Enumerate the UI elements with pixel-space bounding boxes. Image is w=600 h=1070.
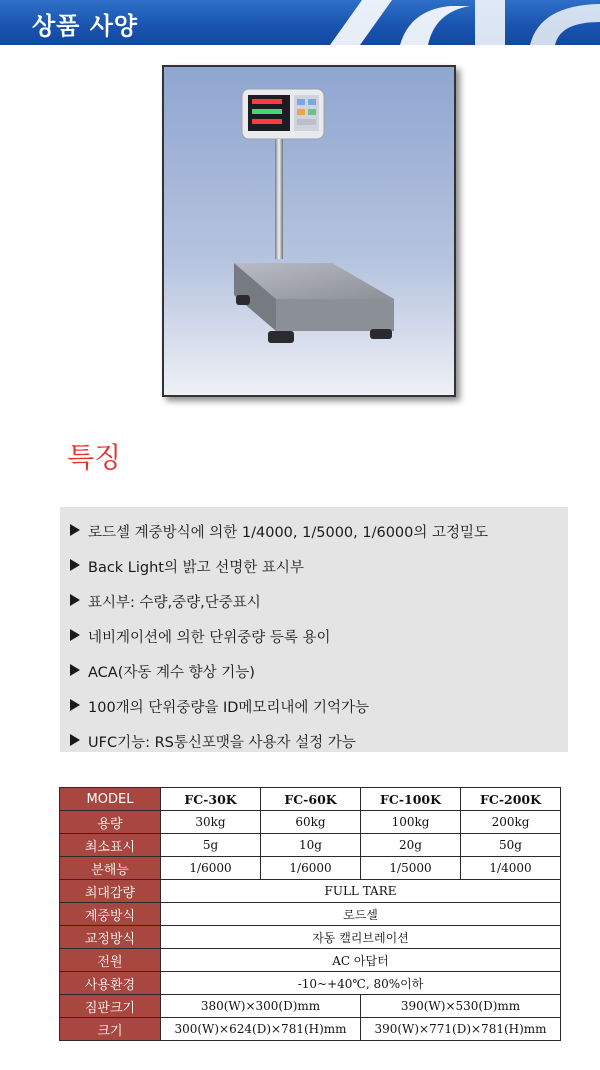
pan-size-cell: 380(W)×300(D)mm: [161, 995, 361, 1018]
model-cell: FC-60K: [261, 788, 361, 811]
feature-item: [70, 696, 488, 731]
row-label-weighing-method: 계중방식: [60, 903, 161, 926]
resolution-cell: 1/4000: [461, 857, 561, 880]
min-display-cell: 5g: [161, 834, 261, 857]
table-row: [60, 811, 561, 834]
arrow-icon: [70, 699, 80, 711]
arrow-icon: [70, 524, 80, 536]
table-row: [60, 1018, 561, 1041]
feature-item: [70, 626, 488, 661]
capacity-cell: 100kg: [361, 811, 461, 834]
feature-text: 100개의 단위중량을 ID메모리내에 기억가능: [88, 700, 370, 716]
max-tare-cell: FULL TARE: [161, 880, 561, 903]
row-label-calibration: 교정방식: [60, 926, 161, 949]
resolution-cell: 1/6000: [261, 857, 361, 880]
features-box: [60, 507, 568, 752]
model-cell: FC-30K: [161, 788, 261, 811]
row-label-resolution: 분해능: [60, 857, 161, 880]
page-title: 상품 사양: [32, 12, 139, 40]
row-label-environment: 사용환경: [60, 972, 161, 995]
feature-text: 로드셀 계중방식에 의한 1/4000, 1/5000, 1/6000의 고정밀도: [88, 525, 489, 541]
calibration-cell: 자동 캘리브레이션: [161, 926, 561, 949]
table-row: [60, 949, 561, 972]
table-row: [60, 857, 561, 880]
model-cell: FC-200K: [461, 788, 561, 811]
feature-item: [70, 661, 488, 696]
power-cell: AC 아답터: [161, 949, 561, 972]
row-label-pan-size: 짐판크기: [60, 995, 161, 1018]
model-cell: FC-100K: [361, 788, 461, 811]
weighing-method-cell: 로드셀: [161, 903, 561, 926]
spec-table: [59, 787, 561, 1041]
pan-size-cell: 390(W)×530(D)mm: [361, 995, 561, 1018]
resolution-cell: 1/6000: [161, 857, 261, 880]
resolution-cell: 1/5000: [361, 857, 461, 880]
arrow-icon: [70, 664, 80, 676]
arrow-icon: [70, 559, 80, 571]
capacity-cell: 30kg: [161, 811, 261, 834]
table-row: [60, 880, 561, 903]
table-row: [60, 788, 561, 811]
capacity-cell: 200kg: [461, 811, 561, 834]
product-photo: [162, 65, 456, 397]
table-row: [60, 995, 561, 1018]
feature-item: [70, 521, 488, 556]
environment-cell: -10~+40℃, 80%이하: [161, 972, 561, 995]
feature-text: ACA(자동 계수 향상 기능): [88, 665, 255, 681]
header-banner: [0, 0, 600, 45]
capacity-cell: 60kg: [261, 811, 361, 834]
row-label-min-display: 최소표시: [60, 834, 161, 857]
min-display-cell: 10g: [261, 834, 361, 857]
row-label-power: 전원: [60, 949, 161, 972]
arrow-icon: [70, 734, 80, 746]
feature-text: UFC기능: RS통신포맷을 사용자 설정 가능: [88, 735, 356, 751]
row-label-model: MODEL: [60, 788, 161, 811]
size-cell: 390(W)×771(D)×781(H)mm: [361, 1018, 561, 1041]
size-cell: 300(W)×624(D)×781(H)mm: [161, 1018, 361, 1041]
table-row: [60, 903, 561, 926]
min-display-cell: 20g: [361, 834, 461, 857]
feature-item: [70, 731, 488, 766]
feature-item: [70, 556, 488, 591]
arrow-icon: [70, 594, 80, 606]
feature-text: Back Light의 밝고 선명한 표시부: [88, 560, 304, 576]
min-display-cell: 50g: [461, 834, 561, 857]
feature-item: [70, 591, 488, 626]
arrow-icon: [70, 629, 80, 641]
features-heading: 특징: [67, 441, 122, 474]
row-label-capacity: 용량: [60, 811, 161, 834]
table-row: [60, 972, 561, 995]
row-label-max-tare: 최대감량: [60, 880, 161, 903]
row-label-size: 크기: [60, 1018, 161, 1041]
table-row: [60, 926, 561, 949]
feature-text: 네비게이션에 의한 단위중량 등록 용이: [88, 630, 331, 646]
banner-decoration: [300, 0, 600, 45]
table-row: [60, 834, 561, 857]
features-list: [70, 521, 488, 766]
feature-text: 표시부: 수량,중량,단중표시: [88, 595, 261, 611]
scale-illustration: [164, 67, 454, 395]
